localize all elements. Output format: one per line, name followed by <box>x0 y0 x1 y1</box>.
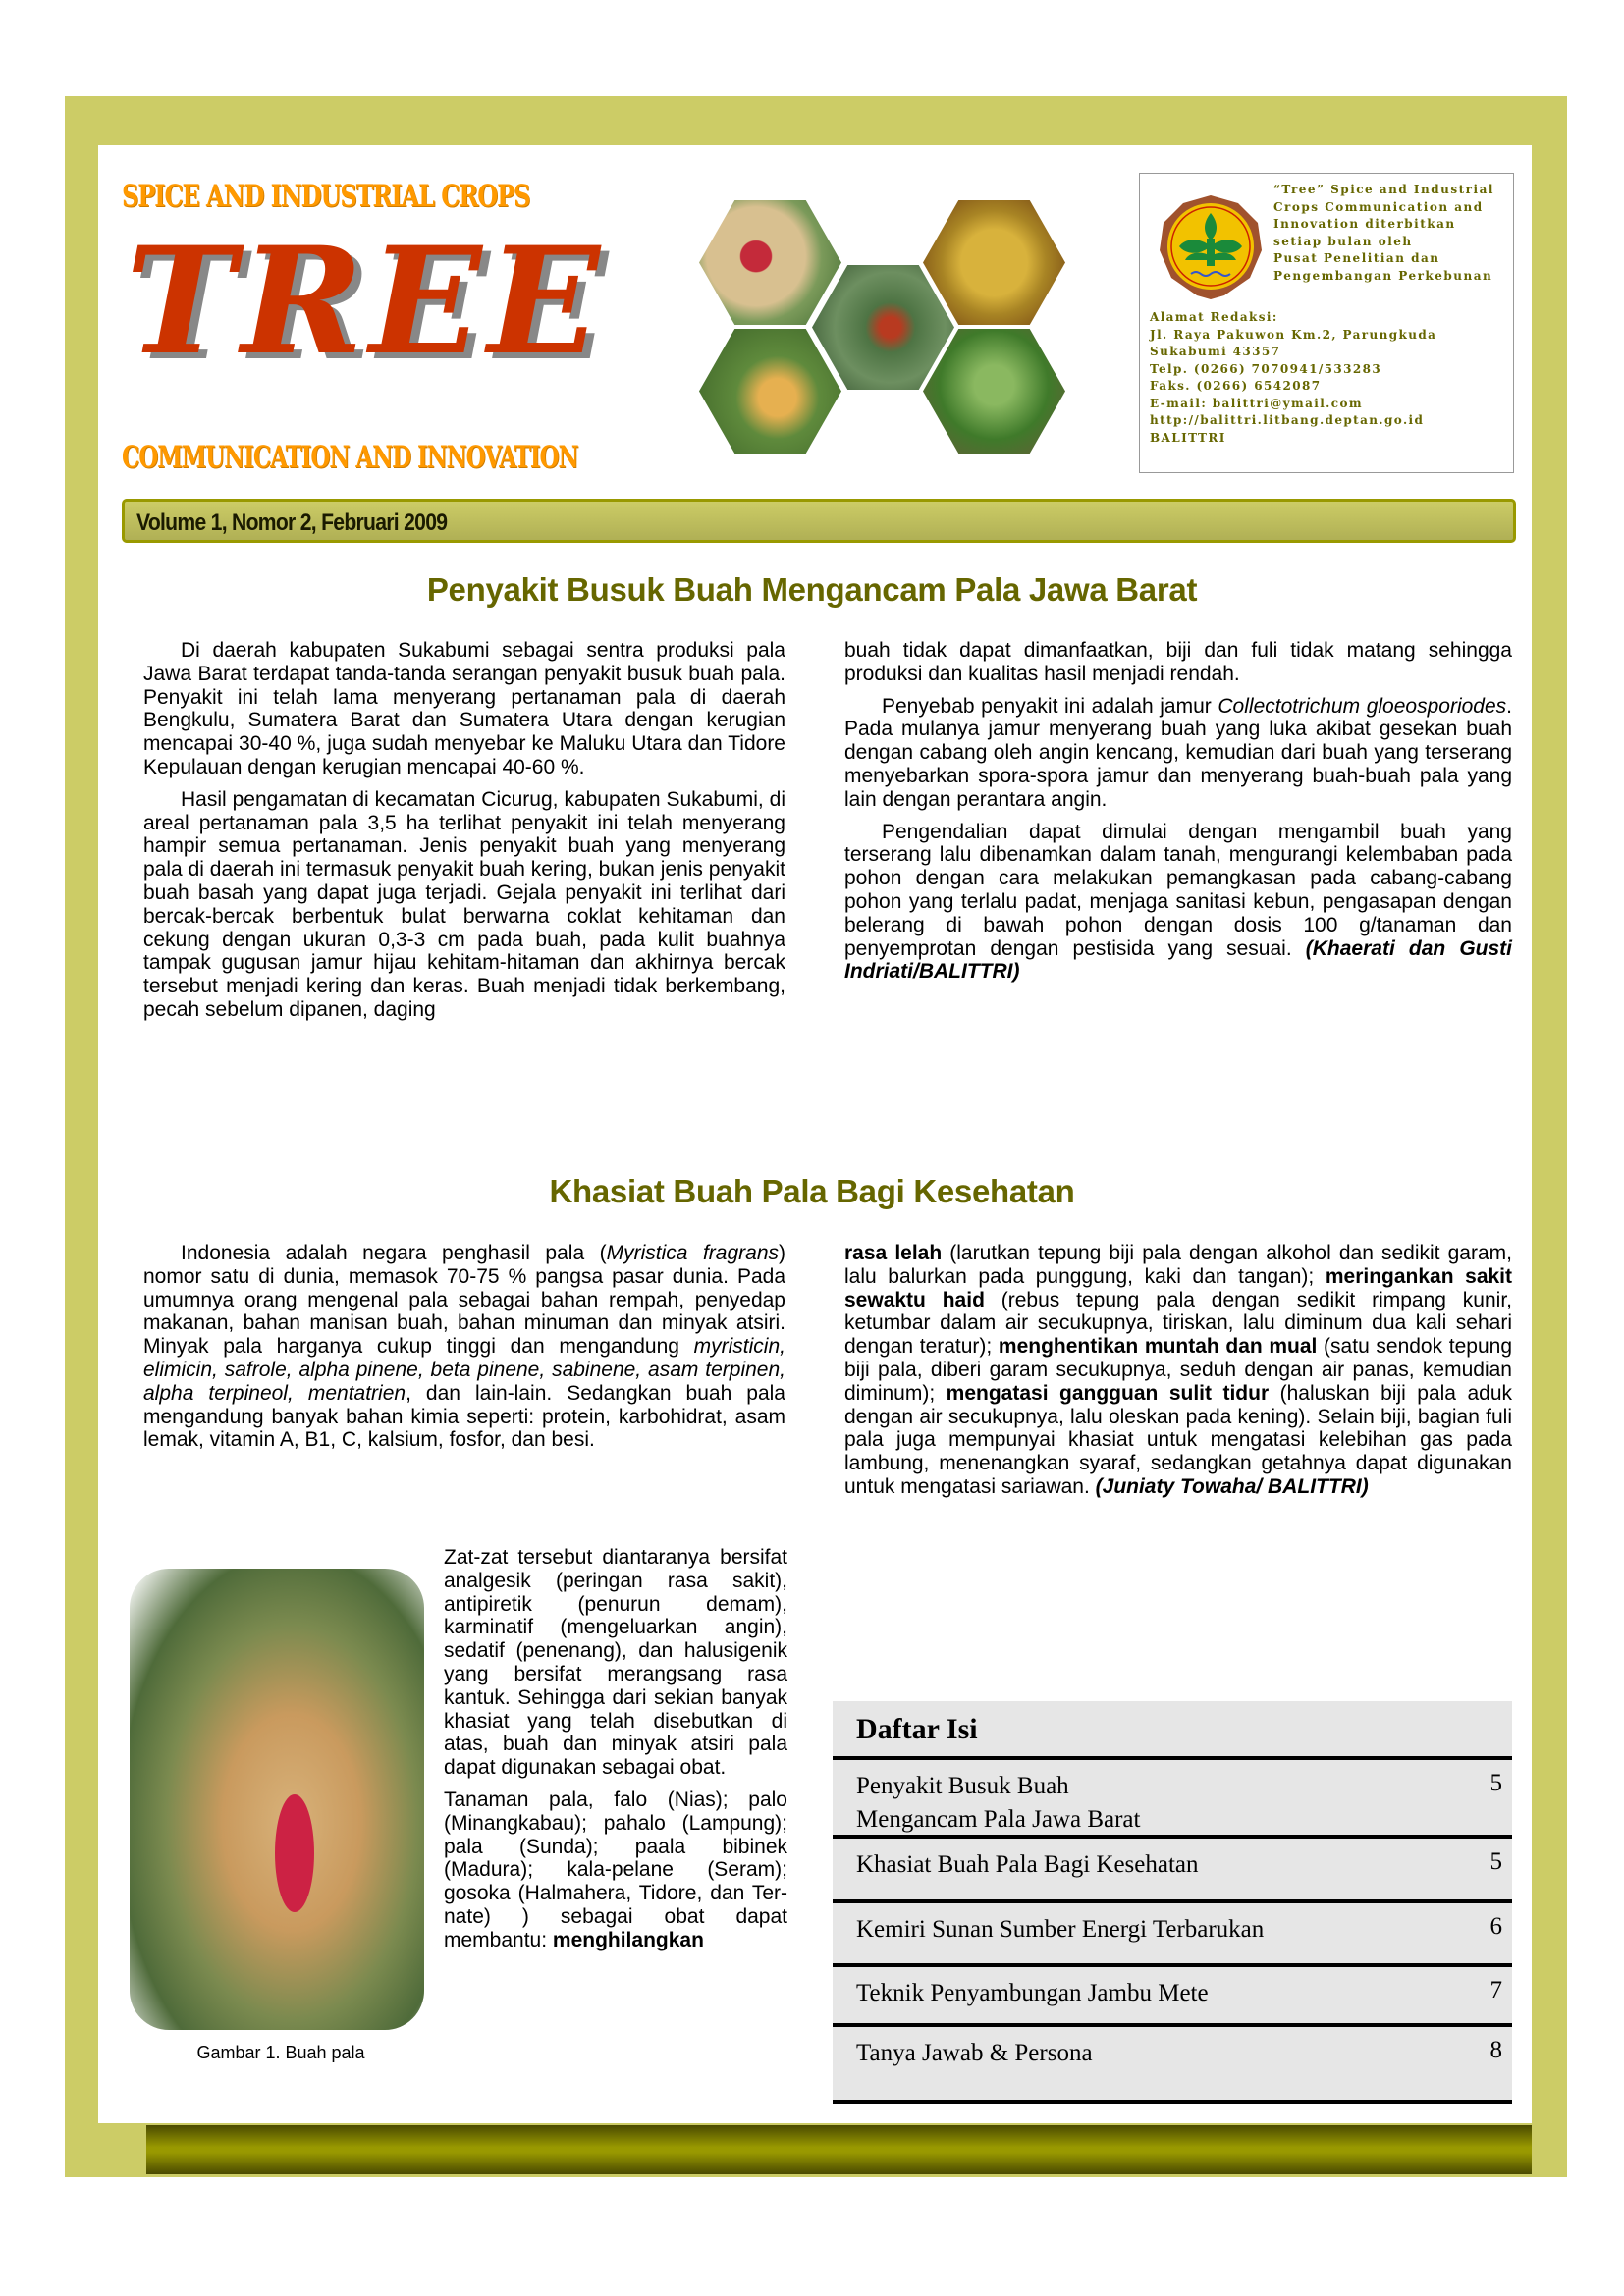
toc-item-page: 6 <box>1489 1913 1502 1940</box>
toc-title: Daftar Isi <box>856 1713 978 1745</box>
benefit-term: mengatasi gangguan sulit tidur <box>946 1381 1270 1405</box>
intro-line: Innovation diterbitkan <box>1273 217 1456 231</box>
benefit-term: meringankan sakit sewaktu haid <box>844 1264 1513 1311</box>
address-phone: Telp. (0266) 7070941/533283 <box>1150 361 1382 376</box>
address-heading: Alamat Redaksi: <box>1150 310 1278 324</box>
toc-item[interactable] <box>833 2023 1512 2100</box>
toc-item[interactable] <box>833 1756 1512 1835</box>
text: (rebus tepung pala dengan sedikit rimpang kunir, ketumbar dalam air secukupnya, tiriskan, lalu diminum dua kali sehari dengan teratur); <box>844 1288 1512 1359</box>
toc-item[interactable] <box>833 1835 1512 1899</box>
text: (larutkan tepung biji pala dengan alkohol dan sedikit garam, lalu balurkan pada punggung, kaki dan tangan); <box>844 1242 1512 1288</box>
intro-line: setiap bulan oleh <box>1273 234 1413 248</box>
crop-photo-collage <box>687 182 1080 476</box>
masthead-top-line: SPICE AND INDUSTRIAL CROPS <box>122 179 530 214</box>
text: Pengendalian dapat dimulai dengan mengambil buah yang terserang lalu dibenamkan dalam tanah, mengurangi kelembaban pada pohon dengan cara melakukan pemangkasan pada cabang-cabang pohon yang terlalu padat, menjaga sanitasi kebun, pengasapan dengan belerang di bawah pohon dengan dosis 100 g/tanaman dan penyemprotan dengan pestisida yang sesuai. <box>844 820 1512 960</box>
toc-item-label: Tanya Jawab & Persona <box>856 2040 1093 2066</box>
article1-column-left <box>143 639 785 1031</box>
cashew-photo <box>699 329 841 454</box>
compound-list: myristicin, elimicin, safrole, alpha pinene, beta pinene, sabinene, asam terpinen, alpha terpineol, mentatrien <box>143 1335 785 1405</box>
address-fax: Faks. (0266) 6542087 <box>1150 379 1322 393</box>
intro-line: Pusat Penelitian dan <box>1273 251 1440 265</box>
masthead-bottom-line: COMMUNICATION AND INNOVATION <box>122 440 578 475</box>
toc-bottom-rule <box>833 2100 1512 2104</box>
masthead-title: TREE <box>126 215 606 388</box>
pepper-photo <box>812 265 954 390</box>
text: , dan lain-lain. Sedangkan buah pala mengandung banyak bahan kimia seperti: protein, karbohidrat, asam lemak, vitamin A, B1, C, kalsium, fosfor, dan besi. <box>143 1381 785 1452</box>
address-email[interactable]: E-mail: balittri@ymail.com <box>1150 396 1363 410</box>
article1-paragraph: Hasil pengamatan di kecamatan Cicurug, kabupaten Sukabumi, di areal pertanaman pala 3,5 ha terlihat penyakit ini telah menyerang hampir semua pertanaman. Jenis penyakit buah yang menyerang pala di daerah ini termasuk penyakit buah kering, bukan jenis penyakit buah basah yang dapat juga terjadi. Gejala penyakit ini terlihat dari bercak-bercak berbentuk bulat berwarna coklat kehitaman dan cekung dengan ukuran 0,3-3 cm pada buah, pada kulit buahnya tampak gugusan jamur hijau kehitam-hitaman dan akhirnya bercak tersebut menjadi kering dan keras. Buah menjadi tidak berkembang, pecah sebelum dipanen, daging <box>143 787 785 1021</box>
table-of-contents <box>833 1701 1512 2104</box>
address-org: BALITTRI <box>1150 430 1226 445</box>
text: (satu sendok tepung biji pala, diberi garam secukupnya, seduh dengan air panas, kemudian diminum); <box>844 1335 1512 1405</box>
text: Tanaman pala, falo (Nias); palo (Minangkabau); pahalo (Lampung); pala (Sunda); paala bibinek (Madura); kala-pelane (Seram); gosoka (Halmahera, Tidore, dan Ter-nate) ) sebagai obat dapat membantu: <box>444 1788 787 1951</box>
benefit-term: menghilangkan <box>552 1928 704 1951</box>
mace-detail <box>275 1794 314 1912</box>
publisher-info-box <box>1139 173 1514 473</box>
text: . Pada mulanya jamur menyerang buah yang luka akibat gesekan buah dengan cabang oleh angin kencang, kemudian dari buah yang terserang menyebarkan spora-spora jamur dan menyerang buah-buah pala yang lain dengan perantara angin. <box>844 694 1512 811</box>
text: ) nomor satu di dunia, memasok 70-75 % pangsa pasar dunia. Pada umumnya orang mengenal pala sebagai bahan rempah, penyedap makanan, bahan manisan buah, bahan minuman dan minyak atsiri. Minyak pala harganya cukup tinggi dan mengandung <box>143 1242 785 1359</box>
text: Penyebab penyakit ini adalah jamur <box>882 694 1218 718</box>
toc-item-page: 5 <box>1489 1848 1502 1875</box>
figure-caption: Gambar 1. Buah pala <box>196 2043 365 2062</box>
article1-paragraph <box>844 821 1512 985</box>
intro-line: Crops Communication and <box>1273 199 1484 214</box>
intro-line: “Tree” Spice and Industrial <box>1273 183 1494 196</box>
article2-paragraph <box>444 1789 787 1952</box>
article1-paragraph: Di daerah kabupaten Sukabumi sebagai sentra produksi pala Jawa Barat terdapat tanda-tanda serangan penyakit busuk buah pala. Penyakit ini telah lama menyerang pertanaman pala di daerah Bengkulu, Sumatera Barat dan Sumatera Utara dengan kerugian mencapai 30-40 %, juga sudah menyebar ke Maluku Utara dan Tidore Kepulauan dengan kerugian mencapai 40-60 %. <box>143 639 785 778</box>
article2-paragraph <box>143 1242 785 1452</box>
article2-paragraph: Zat-zat tersebut diantaranya bersifat analgesik (peringan rasa sakit), antipiretik (penurun demam), karminatif (mengeluarkan angin), sedatif (penenang), dan halusigenik yang bersifat merangsang rasa kantuk. Sehingga dari sekian banyak khasiat yang telah disebutkan di atas, buah dan minyak atsiri pala dapat digunakan sebagai obat. <box>444 1546 787 1780</box>
article2-column-left <box>143 1242 785 1461</box>
toc-label-line: Penyakit Busuk Buah <box>856 1773 1069 1799</box>
issue-label: Volume 1, Nomor 2, Februari 2009 <box>136 509 448 536</box>
address-website[interactable]: http://balittri.litbang.deptan.go.id <box>1150 413 1425 427</box>
address-street: Jl. Raya Pakuwon Km.2, Parungkuda <box>1150 327 1437 342</box>
article2-column-middle <box>444 1546 787 1961</box>
editorial-address <box>1150 309 1509 447</box>
article2-paragraph <box>844 1242 1512 1499</box>
toc-item[interactable] <box>833 1899 1512 1963</box>
article2-column-right <box>844 1242 1512 1508</box>
article1-paragraph: buah tidak dapat dimanfaatkan, biji dan fuli tidak matang sehingga produksi dan kualitas hasil menjadi rendah. <box>844 639 1512 685</box>
article1-column-right <box>844 639 1512 992</box>
issue-bar <box>122 499 1516 543</box>
vanilla-photo <box>923 329 1065 454</box>
publisher-intro <box>1273 182 1509 285</box>
article1-author: (Khaerati dan Gusti Indriati/BALITTRI) <box>844 936 1512 984</box>
article1-paragraph <box>844 695 1512 812</box>
intro-line: Pengembangan Perkebunan <box>1273 268 1493 283</box>
toc-label-line: Mengancam Pala Jawa Barat <box>856 1806 1141 1833</box>
footer-bar <box>146 2125 1532 2174</box>
address-city: Sukabumi 43357 <box>1150 345 1281 358</box>
benefit-term: menghentikan muntah dan mual <box>998 1335 1318 1359</box>
ministry-emblem-icon <box>1156 191 1266 301</box>
article1-title: Penyakit Busuk Buah Mengancam Pala Jawa Barat <box>426 571 1198 608</box>
species-name: Collectotrichum gloeosporiodes <box>1218 694 1507 718</box>
toc-item-label: Teknik Penyambungan Jambu Mete <box>856 1980 1209 2006</box>
toc-item-page: 8 <box>1489 2037 1502 2063</box>
nutmeg-figure-photo <box>130 1569 424 2030</box>
article2-title: Khasiat Buah Pala Bagi Kesehatan <box>549 1173 1075 1209</box>
nutmeg-photo <box>699 200 841 325</box>
species-name: Myristica fragrans <box>606 1242 779 1264</box>
toc-item-label <box>856 1770 1140 1837</box>
clove-photo <box>923 200 1065 325</box>
toc-item[interactable] <box>833 1963 1512 2023</box>
toc-item-page: 7 <box>1489 1977 1502 2003</box>
toc-item-page: 5 <box>1489 1770 1502 1796</box>
text: (haluskan biji pala aduk dengan air secukupnya, lalu oleskan pada kening). Selain biji, bagian fuli pala juga mempunyai khasiat untuk mengatasi kelebihan gas pada lambung, menenangkan syaraf, sedangkan getahnya dapat digunakan untuk mengatasi sariawan. <box>844 1381 1512 1498</box>
text: Indonesia adalah negara penghasil pala ( <box>181 1242 607 1264</box>
article2-author: (Juniaty Towaha/ BALITTRI) <box>1095 1474 1369 1498</box>
toc-item-label: Khasiat Buah Pala Bagi Kesehatan <box>856 1851 1199 1878</box>
benefit-term: rasa lelah <box>844 1242 943 1264</box>
toc-item-label: Kemiri Sunan Sumber Energi Terbarukan <box>856 1916 1265 1943</box>
